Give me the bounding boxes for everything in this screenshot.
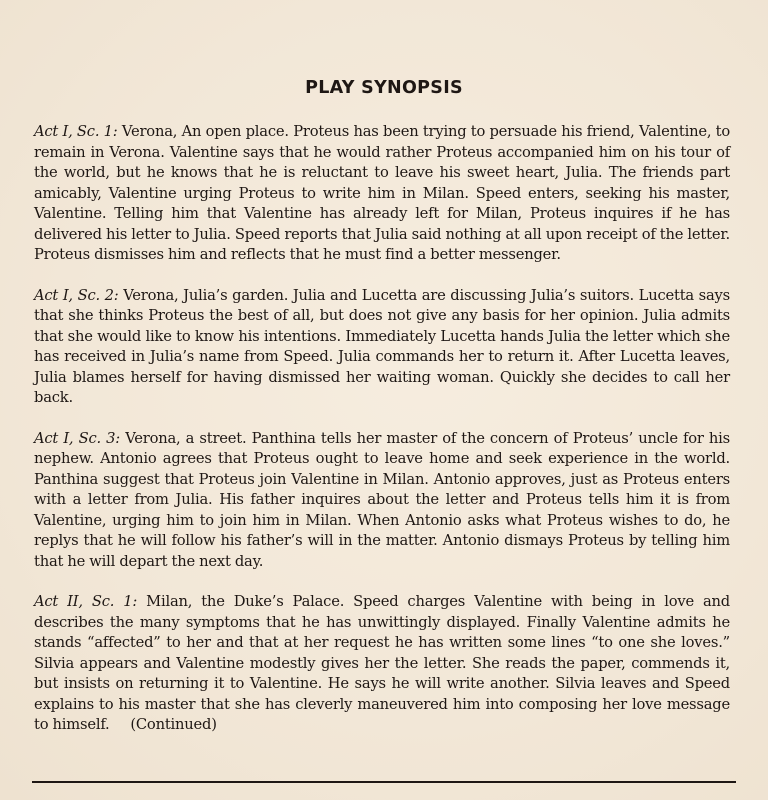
scene-text: Milan, the Duke’s Palace. Speed charges Valentine with being in love and describes the many symptoms that he has unwittingly displayed. Finally Valentine admits he stands “affected” to her and that at her request he has written some lines “to one she loves.” Silvia appears and Valentine modestly gives her the letter. She reads the paper, commends it, but insists on returning it to Valentine. He says he will write another. Silvia leaves and Speed explains to his master that she has cleverly maneuvered him into composing her love message to himself. <box>34 593 730 733</box>
scene-text: Verona, a street. Panthina tells her master of the concern of Proteus’ uncle for his nephew. Antonio agrees that Proteus ought to leave home and seek experience in the world. Panthina suggest that Proteus join Valentine in Milan. Antonio approves, just as Proteus enters with a letter from Julia. His father inquires about the letter and Proteus tells him it is from Valentine, urging him to join him in Milan. When Antonio asks what Proteus wishes to do, he replys that he will follow his father’s will in the matter. Antonio dismays Proteus by telling him that he will depart the next day. <box>34 429 730 570</box>
scene-text: Verona, An open place. Proteus has been trying to persuade his friend, Valentine, to remain in Verona. Valentine says that he would rather Proteus accompanied him on his tour of the world, but he knows that he is reluctant to leave his sweet heart, Julia. The friends part amicably, Valentine urging Proteus to write him in Milan. Speed enters, seeking his master, Valentine. Telling him that Valentine has already left for Milan, Proteus inquires if he has delivered his letter to Julia. Speed reports that Julia said nothing at all upon receipt of the letter. Proteus dismisses him and reflects that he must find a better messenger. <box>34 123 731 263</box>
synopsis-act1-scene3 <box>34 429 730 573</box>
scene-heading: Act I, Sc. 1: <box>34 123 118 140</box>
synopsis-act2-scene1 <box>34 592 730 736</box>
synopsis-body <box>34 122 730 756</box>
scene-text: Verona, Julia’s garden. Julia and Lucetta are discussing Julia’s suitors. Lucetta says that she thinks Proteus the best of all, but does not give any basis for her opinion. Julia admits that she would like to know his intentions. Immediately Lucetta hands Julia the letter which she has received in Julia’s name from Speed. Julia commands her to return it. After Lucetta leaves, Julia blames herself for having dismissed her waiting woman. Quickly she decides to call her back. <box>34 286 730 406</box>
bottom-rule-divider <box>32 781 736 783</box>
continued-note: (Continued) <box>130 716 217 733</box>
scene-heading: Act II, Sc. 1: <box>34 593 138 610</box>
scene-heading: Act I, Sc. 2: <box>34 286 119 304</box>
synopsis-act1-scene2 <box>34 286 730 409</box>
synopsis-act1-scene1 <box>34 122 730 266</box>
scene-heading: Act I, Sc. 3: <box>34 429 121 447</box>
page-title: PLAY SYNOPSIS <box>305 78 463 98</box>
